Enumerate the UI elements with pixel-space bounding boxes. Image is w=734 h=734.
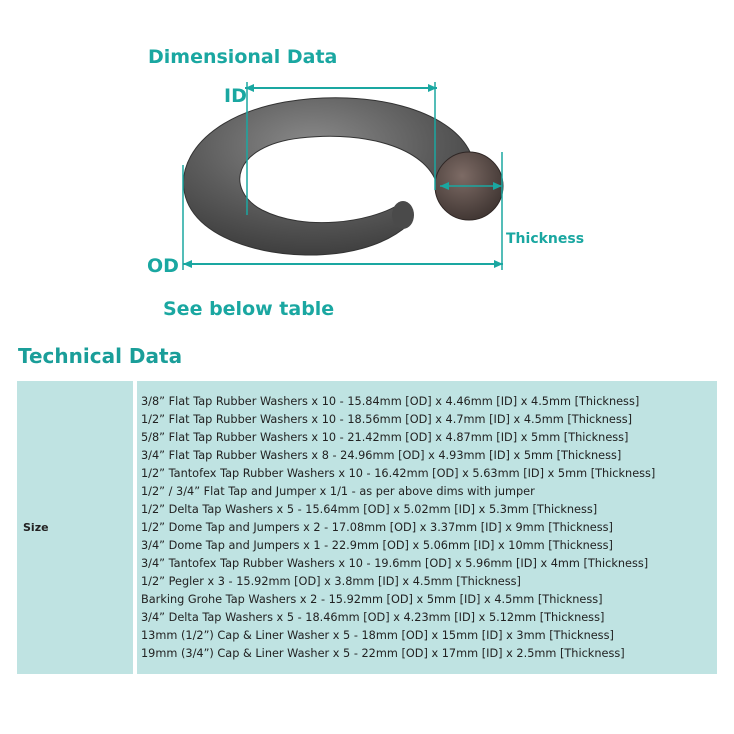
table-row: 1/2” Pegler x 3 - 15.92mm [OD] x 3.8mm [ID] x 4.5mm [Thickness] xyxy=(141,575,521,588)
table-row: 3/8” Flat Tap Rubber Washers x 10 - 15.84mm [OD] x 4.46mm [ID] x 4.5mm [Thickness] xyxy=(141,395,640,408)
see-below-note: See below table xyxy=(163,298,335,320)
technical-data-table xyxy=(17,381,717,674)
o-ring-shape xyxy=(183,98,470,255)
table-row: 3/4” Flat Tap Rubber Washers x 8 - 24.96mm [OD] x 4.93mm [ID] x 5mm [Thickness] xyxy=(141,449,622,462)
table-row: 5/8” Flat Tap Rubber Washers x 10 - 21.42mm [OD] x 4.87mm [ID] x 5mm [Thickness] xyxy=(141,431,629,444)
table-row: 3/4” Delta Tap Washers x 5 - 18.46mm [OD] x 4.23mm [ID] x 5.12mm [Thickness] xyxy=(141,611,605,624)
dimensional-data-heading: Dimensional Data xyxy=(148,46,338,68)
table-row: 19mm (3/4”) Cap & Liner Washer x 5 - 22mm [OD] x 17mm [ID] x 2.5mm [Thickness] xyxy=(141,647,625,660)
table-row: 1/2” Dome Tap and Jumpers x 2 - 17.08mm [OD] x 3.37mm [ID] x 9mm [Thickness] xyxy=(141,521,613,534)
size-values-cell xyxy=(137,381,717,674)
table-row: Barking Grohe Tap Washers x 2 - 15.92mm [OD] x 5mm [ID] x 4.5mm [Thickness] xyxy=(141,593,603,606)
table-row: 13mm (1/2”) Cap & Liner Washer x 5 - 18mm [OD] x 15mm [ID] x 3mm [Thickness] xyxy=(141,629,614,642)
table-row: 1/2” Tantofex Tap Rubber Washers x 10 - 16.42mm [OD] x 5.63mm [ID] x 5mm [Thickness] xyxy=(141,467,656,480)
o-ring-diagram xyxy=(0,0,734,300)
o-ring-end-face xyxy=(392,201,414,229)
table-row: 1/2” Flat Tap Rubber Washers x 10 - 18.56mm [OD] x 4.7mm [ID] x 4.5mm [Thickness] xyxy=(141,413,633,426)
table-row: 3/4” Dome Tap and Jumpers x 1 - 22.9mm [OD] x 5.06mm [ID] x 10mm [Thickness] xyxy=(141,539,613,552)
size-label: Size xyxy=(23,521,49,534)
table-row: 1/2” / 3/4” Flat Tap and Jumper x 1/1 - as per above dims with jumper xyxy=(141,485,535,498)
thickness-label: Thickness xyxy=(506,231,585,247)
technical-data-heading: Technical Data xyxy=(18,344,183,368)
table-row: 1/2” Delta Tap Washers x 5 - 15.64mm [OD] x 5.02mm [ID] x 5.3mm [Thickness] xyxy=(141,503,598,516)
od-label: OD xyxy=(147,255,179,277)
size-header-cell xyxy=(17,381,133,674)
table-row: 3/4” Tantofex Tap Rubber Washers x 10 - 19.6mm [OD] x 5.96mm [ID] x 4mm [Thickness] xyxy=(141,557,649,570)
id-label: ID xyxy=(224,85,247,107)
